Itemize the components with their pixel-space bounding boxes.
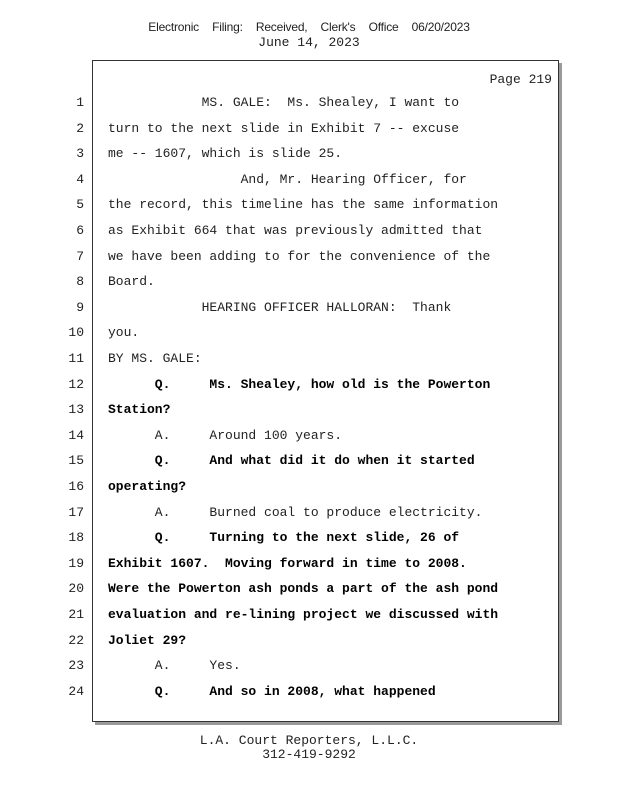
transcript-line: evaluation and re-lining project we discussed with xyxy=(108,607,499,622)
transcript-line: BY MS. GALE: xyxy=(108,351,202,366)
transcript-line: Station? xyxy=(108,402,171,417)
line-number: 2 xyxy=(76,121,84,136)
transcript-line: you. xyxy=(108,325,140,340)
transcript-line: A. Burned coal to produce electricity. xyxy=(108,505,483,520)
transcript-line: Exhibit 1607. Moving forward in time to 2008. xyxy=(108,556,467,571)
reporter-phone: 312-419-9292 xyxy=(262,747,356,762)
line-number: 8 xyxy=(76,274,84,289)
transcript-line: And, Mr. Hearing Officer, for xyxy=(108,172,467,187)
line-number: 10 xyxy=(68,325,84,340)
transcript-line: Q. And so in 2008, what happened xyxy=(108,684,436,699)
line-number: 16 xyxy=(68,479,84,494)
transcript-line: Q. Ms. Shealey, how old is the Powerton xyxy=(108,377,491,392)
transcript-line: we have been adding to for the convenience of the xyxy=(108,249,491,264)
line-number: 19 xyxy=(68,556,84,571)
line-number: 9 xyxy=(76,300,84,315)
transcript-line: the record, this timeline has the same information xyxy=(108,197,499,212)
line-number: 17 xyxy=(68,505,84,520)
line-number: 12 xyxy=(68,377,84,392)
line-number: 23 xyxy=(68,658,84,673)
transcript-line: Joliet 29? xyxy=(108,633,187,648)
line-number: 6 xyxy=(76,223,84,238)
filing-stamp: Electronic Filing: Received, Clerk's Office 06/20/2023 xyxy=(148,20,470,34)
transcript-line: A. Yes. xyxy=(108,658,241,673)
transcript-line: Board. xyxy=(108,274,155,289)
line-number: 14 xyxy=(68,428,84,443)
line-number: 13 xyxy=(68,402,84,417)
transcript-line: A. Around 100 years. xyxy=(108,428,343,443)
line-number: 15 xyxy=(68,453,84,468)
line-number: 4 xyxy=(76,172,84,187)
line-number: 24 xyxy=(68,684,84,699)
page-number: Page 219 xyxy=(489,72,552,87)
transcript-line: MS. GALE: Ms. Shealey, I want to xyxy=(108,95,460,110)
transcript-line: as Exhibit 664 that was previously admitted that xyxy=(108,223,483,238)
transcript-line: turn to the next slide in Exhibit 7 -- excuse xyxy=(108,121,460,136)
transcript-line: Were the Powerton ash ponds a part of the ash pond xyxy=(108,581,499,596)
line-number: 7 xyxy=(76,249,84,264)
transcript-line: Q. Turning to the next slide, 26 of xyxy=(108,530,460,545)
transcript-date: June 14, 2023 xyxy=(258,35,360,50)
line-number: 20 xyxy=(68,581,84,596)
line-number: 22 xyxy=(68,633,84,648)
reporter-company: L.A. Court Reporters, L.L.C. xyxy=(199,733,419,748)
transcript-line: me -- 1607, which is slide 25. xyxy=(108,146,343,161)
line-number: 21 xyxy=(68,607,84,622)
transcript-line: HEARING OFFICER HALLORAN: Thank xyxy=(108,300,452,315)
line-number: 18 xyxy=(68,530,84,545)
line-number: 11 xyxy=(68,351,84,366)
line-number: 5 xyxy=(76,197,84,212)
transcript-line: Q. And what did it do when it started xyxy=(108,453,475,468)
line-number: 1 xyxy=(76,95,84,110)
transcript-line: operating? xyxy=(108,479,187,494)
line-number: 3 xyxy=(76,146,84,161)
